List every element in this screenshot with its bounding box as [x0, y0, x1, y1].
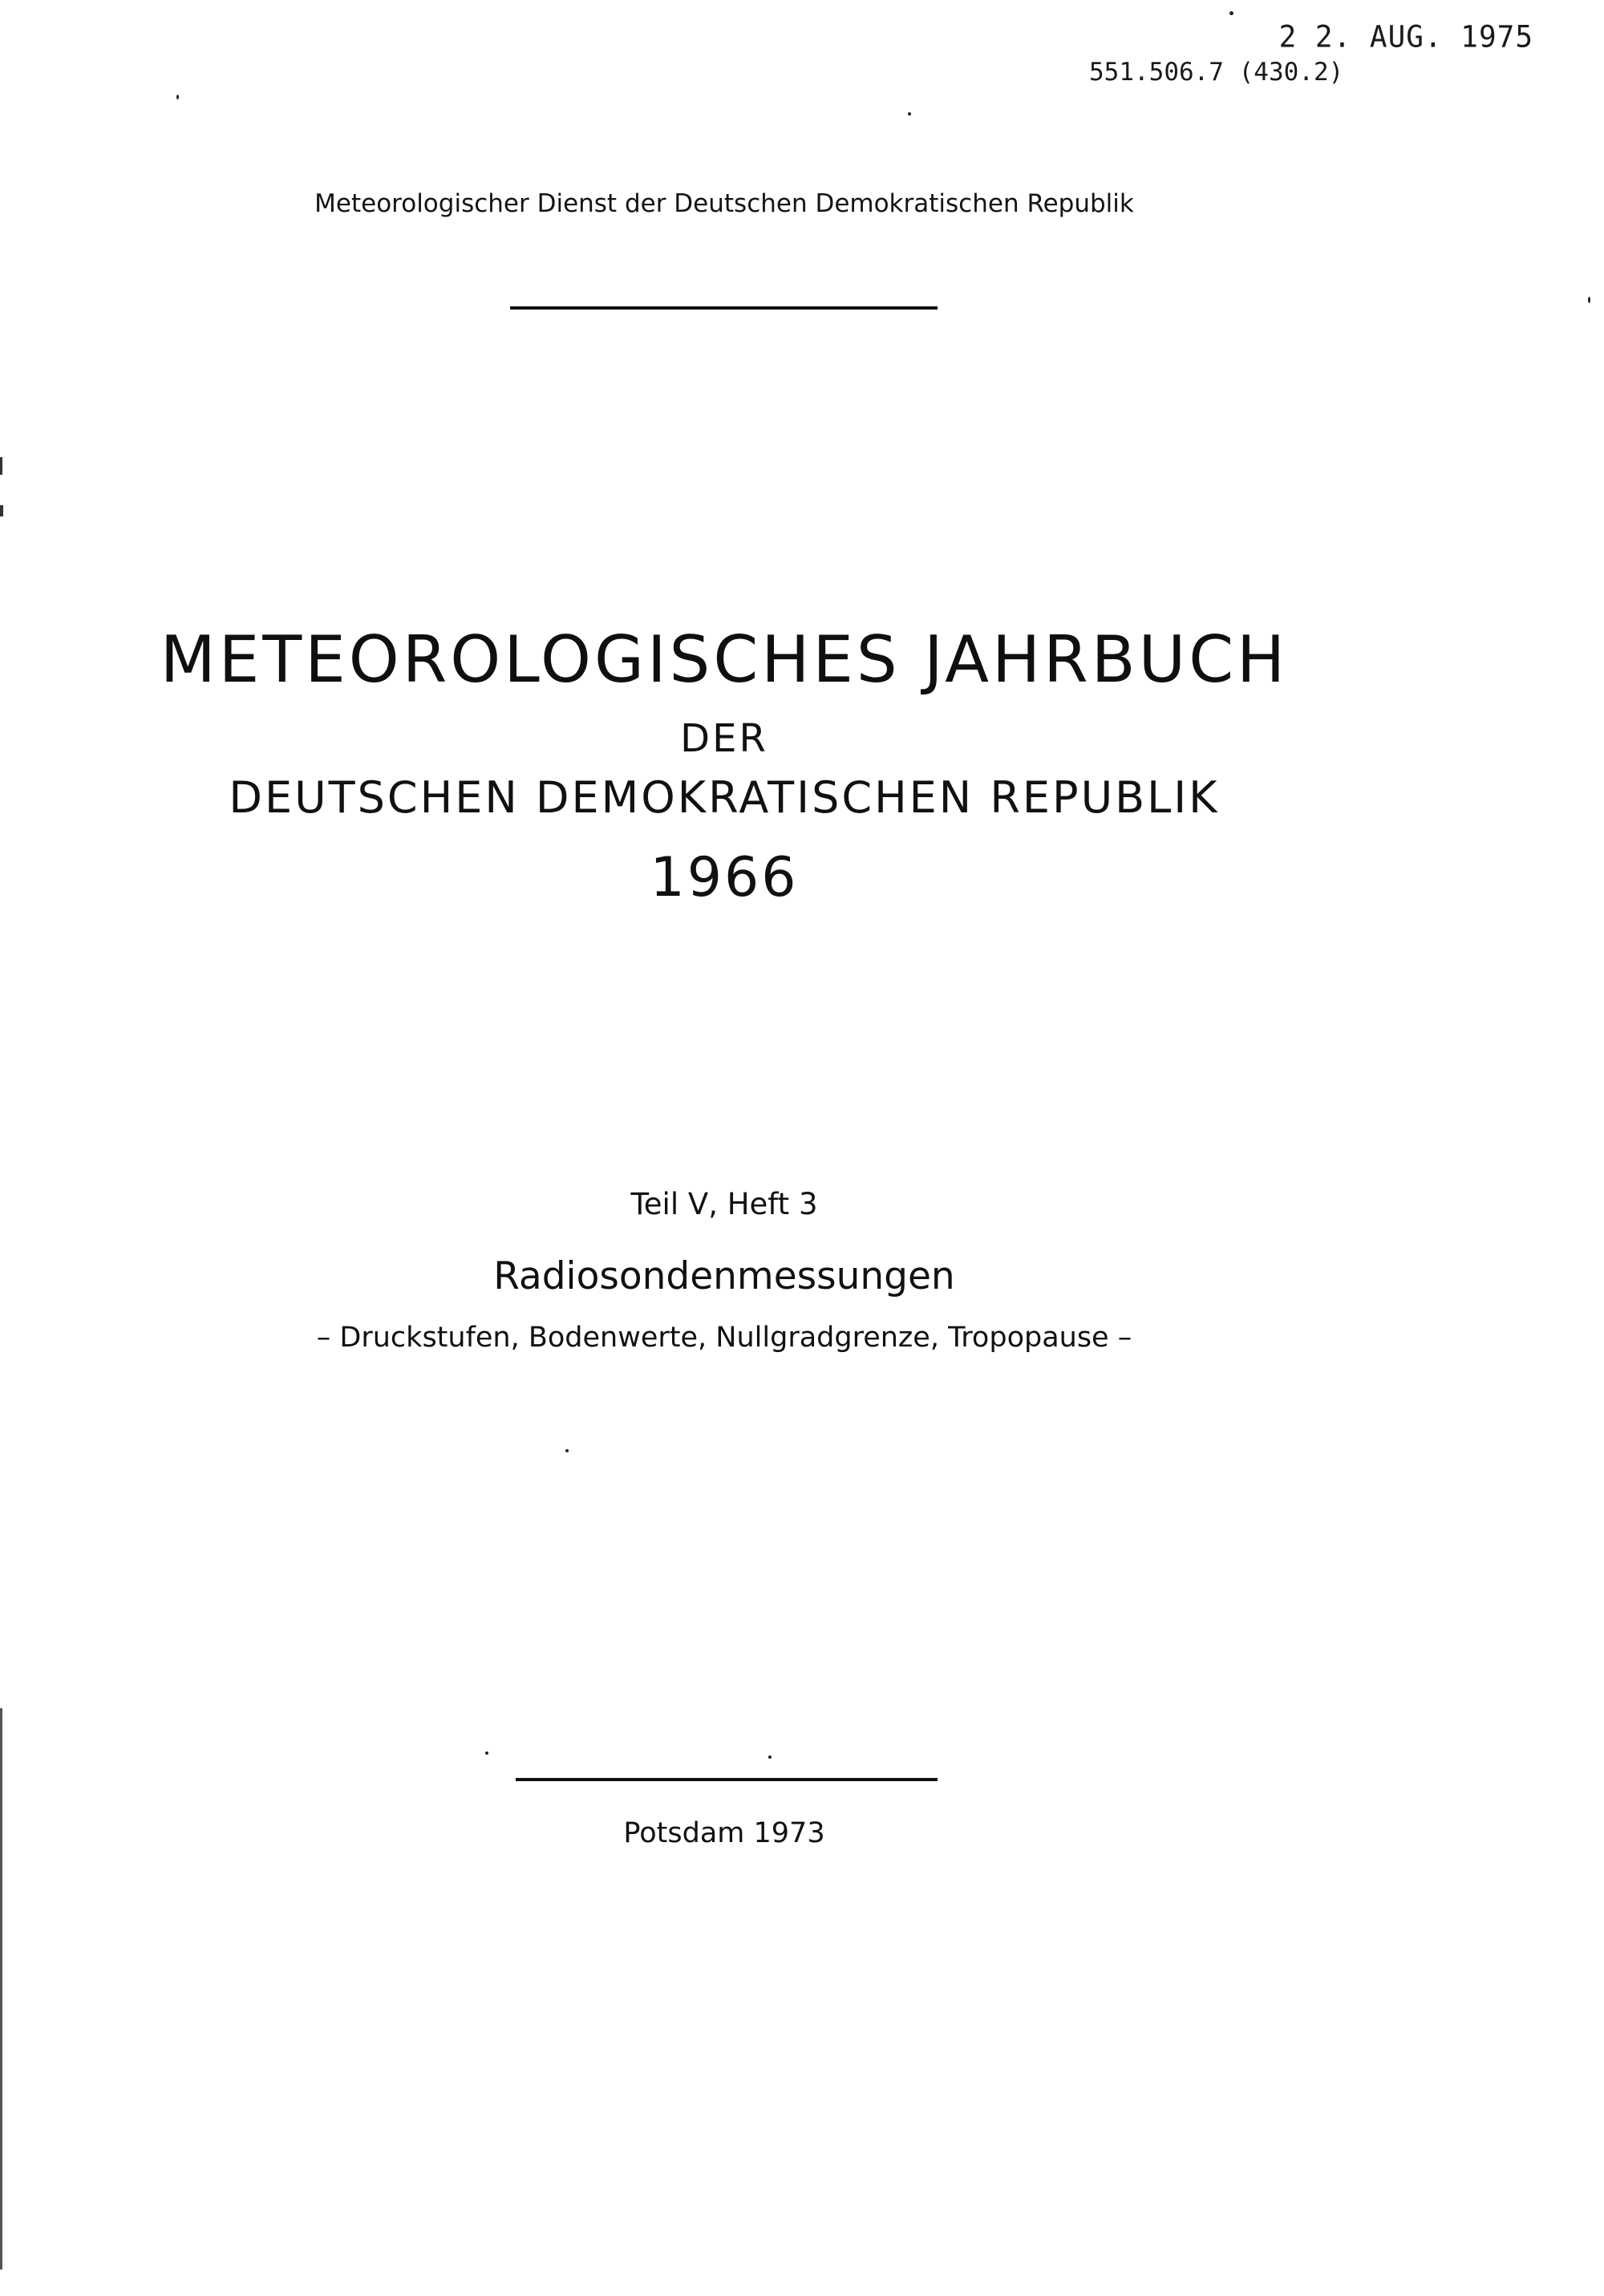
title-year: 1966	[650, 846, 799, 909]
imprint-place-year: Potsdam 1973	[623, 1817, 825, 1849]
scan-speck	[565, 1449, 569, 1452]
scan-speck	[176, 95, 179, 99]
scan-edge-mark	[0, 1708, 2, 2270]
scan-speck	[485, 1751, 488, 1755]
bottom-divider	[516, 1778, 938, 1781]
scan-edge-mark	[0, 457, 2, 475]
scan-speck	[1229, 11, 1233, 15]
received-date-stamp: 2 2. AUG. 1975	[1278, 19, 1533, 55]
scan-speck	[768, 1755, 772, 1759]
contents-subtitle: – Druckstufen, Bodenwerte, Nullgradgrenze, Tropopause –	[316, 1322, 1132, 1354]
title-der: DER	[680, 716, 768, 761]
issuing-institution: Meteorologischer Dienst der Deutschen Demokratischen Republik	[314, 189, 1134, 218]
scan-speck	[908, 112, 911, 115]
scan-edge-mark	[0, 505, 3, 516]
scan-speck	[1588, 297, 1590, 303]
top-divider	[510, 306, 938, 310]
part-issue-label: Teil V, Heft 3	[630, 1187, 818, 1221]
subject-heading: Radiosondenmessungen	[493, 1254, 955, 1298]
document-title: METEOROLOGISCHES JAHRBUCH	[160, 622, 1289, 697]
title-republic: DEUTSCHEN DEMOKRATISCHEN REPUBLIK	[229, 772, 1220, 823]
classification-number: 551.506.7 (430.2)	[1089, 58, 1344, 87]
